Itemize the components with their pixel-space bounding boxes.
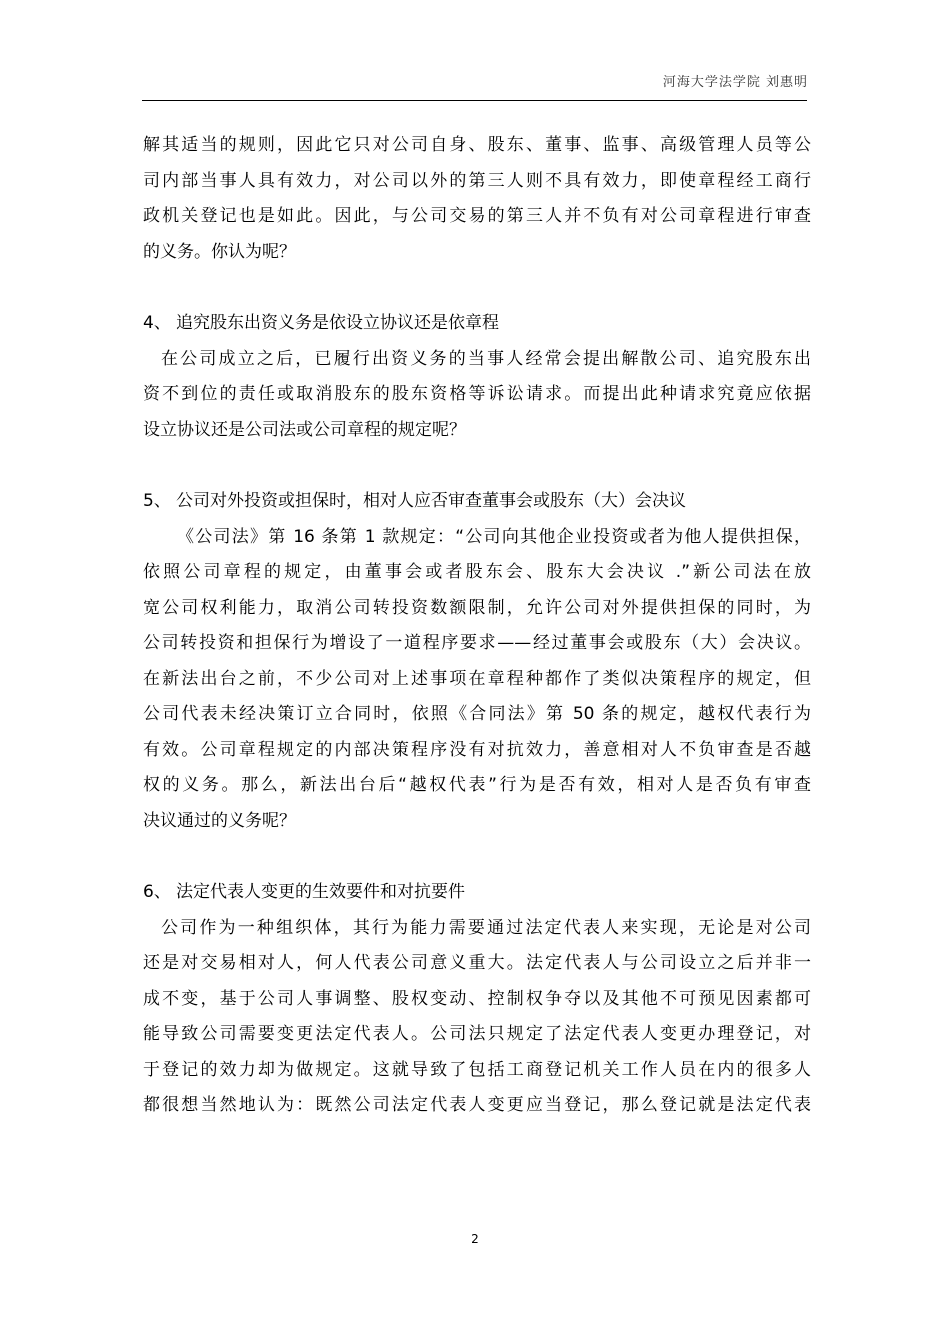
paragraph-line: 《公司法》第 16 条第 1 款规定：“公司向其他企业投资或者为他人提供担保， [177, 526, 811, 547]
paragraph-line: 能导致公司需要变更法定代表人。公司法只规定了法定代表人变更办理登记，对 [143, 1024, 811, 1044]
paragraph-line: 设立协议还是公司法或公司章程的规定呢？ [143, 419, 466, 440]
paragraph-line: 权的义务。那么，新法出台后“越权代表”行为是否有效，相对人是否负有审查 [143, 775, 811, 795]
paragraph-line: 宽公司权利能力，取消公司转投资数额限制，允许公司对外提供担保的同时，为 [143, 597, 811, 618]
paragraph-line: 都很想当然地认为：既然公司法定代表人变更应当登记，那么登记就是法定代表 [143, 1095, 811, 1115]
paragraph-gap [143, 270, 811, 306]
paragraph-line: 政机关登记也是如此。因此，与公司交易的第三人并不负有对公司章程进行审查 [143, 206, 811, 226]
section-title: 追究股东出资义务是依设立协议还是依章程 [176, 313, 499, 333]
header-divider [142, 100, 807, 101]
section-title: 法定代表人变更的生效要件和对抗要件 [176, 882, 465, 902]
paragraph-line: 解其适当的规则，因此它只对公司自身、股东、董事、监事、高级管理人员等公 [143, 135, 811, 155]
paragraph-line: 资不到位的责任或取消股东的股东资格等诉讼请求。而提出此种请求究竟应依据 [143, 384, 811, 404]
running-header: 河海大学法学院 刘惠明 [662, 75, 808, 90]
section-heading-6 [143, 875, 811, 911]
paragraph-line: 依照公司章程的规定，由董事会或者股东会、股东大会决议 .”新公司法在放 [143, 562, 811, 582]
section-heading-4 [143, 306, 811, 342]
section-number: 5、 [143, 491, 171, 511]
paragraph-line: 公司转投资和担保行为增设了一道程序要求——经过董事会或股东（大）会决议。 [143, 633, 811, 653]
paragraph-gap [143, 839, 811, 875]
paragraph-line: 在公司成立之后，已履行出资义务的当事人经常会提出解散公司、追究股东出 [161, 348, 811, 369]
paragraph-line: 还是对交易相对人，何人代表公司意义重大。法定代表人与公司设立之后并非一 [143, 953, 811, 973]
paragraph-line: 成不变，基于公司人事调整、股权变动、控制权争夺以及其他不可预见因素都可 [143, 988, 811, 1009]
paragraph-line: 司内部当事人具有效力，对公司以外的第三人则不具有效力，即使章程经工商行 [143, 170, 811, 191]
paragraph-line: 公司作为一种组织体，其行为能力需要通过法定代表人来实现，无论是对公司 [161, 917, 811, 938]
paragraph-line: 公司代表未经决策订立合同时，依照《合同法》第 50 条的规定，越权代表行为 [143, 704, 811, 724]
paragraph-line: 有效。公司章程规定的内部决策程序没有对抗效力，善意相对人不负审查是否越 [143, 739, 811, 760]
paragraph-gap [143, 448, 811, 484]
section-title: 公司对外投资或担保时，相对人应否审查董事会或股东（大）会决议 [176, 491, 686, 511]
section-number: 6、 [143, 882, 171, 902]
page-number: 2 [471, 1232, 479, 1246]
paragraph-line: 决议通过的义务呢？ [143, 810, 296, 831]
section-heading-5 [143, 484, 811, 520]
paragraph-line: 在新法出台之前，不少公司对上述事项在章程种都作了类似决策程序的规定，但 [143, 668, 811, 689]
document-body [143, 128, 811, 1124]
paragraph-line: 的义务。你认为呢？ [143, 241, 296, 262]
paragraph-line: 于登记的效力却为做规定。这就导致了包括工商登记机关工作人员在内的很多人 [143, 1059, 811, 1080]
section-number: 4、 [143, 313, 171, 333]
